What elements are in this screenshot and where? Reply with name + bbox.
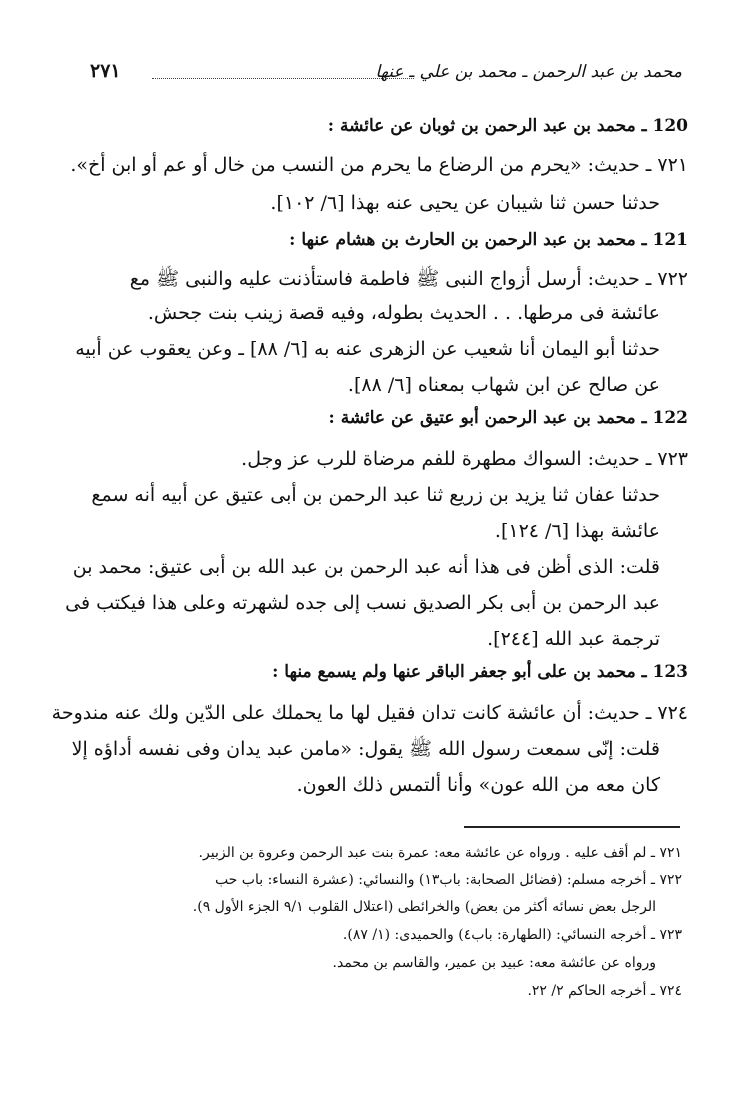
page-number: ٢٧١ bbox=[90, 60, 121, 82]
hadith-723-isnad-cont: عائشة بهذا [٦/ ١٢٤]. bbox=[494, 520, 660, 542]
hadith-724-text: ٧٢٤ ـ حديث: أن عائشة كانت تدان فقيل لها ما يحملك على الدّين ولك عنه مندوحة bbox=[51, 702, 688, 724]
footnote-723: ٧٢٣ ـ أخرجه النسائي: (الطهارة: باب٤) والحميدى: (١/ ٨٧). bbox=[342, 927, 682, 943]
footnote-723-cont: ورواه عن عائشة معه: عبيد بن عمير، والقاسم بن محمد. bbox=[332, 955, 656, 971]
author-note-723-end: ترجمة عبد الله [٢٤٤]. bbox=[487, 628, 660, 650]
hadith-724-text-cont: قلت: إنّى سمعت رسول الله ﷺ يقول: «مامن عبد يدان وفى نفسه أداؤه إلا bbox=[71, 738, 660, 760]
footnote-721: ٧٢١ ـ لم أقف عليه . ورواه عن عائشة معه: عمرة بنت عبد الرحمن وعروة بن الزبير. bbox=[198, 845, 682, 861]
footnote-722-cont: الرجل بعض نسائه أكثر من بعض) والخرائطى (اعتلال القلوب ٩/١ الجزء الأول ٩). bbox=[192, 899, 656, 915]
author-note-723-cont: عبد الرحمن بن أبى بكر الصديق نسب إلى جده لشهرته وعلى هذا فيكتب فى bbox=[65, 592, 660, 614]
footnote-722: ٧٢٢ ـ أخرجه مسلم: (فضائل الصحابة: باب١٣) والنسائي: (عشرة النساء: باب حب bbox=[214, 872, 682, 888]
hadith-723-isnad: حدثنا عفان ثنا يزيد بن زريع ثنا عبد الرحمن بن أبى عتيق عن أبيه أنه سمع bbox=[91, 484, 660, 506]
section-heading-121: 121 ـ محمد بن عبد الرحمن بن الحارث بن هشام عنها : bbox=[289, 230, 688, 250]
author-note-723: قلت: الذى أظن فى هذا أنه عبد الرحمن بن عبد الله بن أبى عتيق: محمد بن bbox=[72, 556, 660, 578]
section-heading-120: 120 ـ محمد بن عبد الرحمن بن ثوبان عن عائشة : bbox=[327, 116, 688, 136]
hadith-722-text: ٧٢٢ ـ حديث: أرسل أزواج النبى ﷺ فاطمة فاستأذنت عليه والنبى ﷺ مع bbox=[129, 268, 688, 290]
page-header bbox=[90, 58, 682, 92]
footnote-724: ٧٢٤ ـ أخرجه الحاكم ٢/ ٢٢. bbox=[527, 983, 682, 999]
hadith-723-text: ٧٢٣ ـ حديث: السواك مطهرة للفم مرضاة للرب عز وجل. bbox=[241, 448, 688, 470]
hadith-722-isnad: حدثنا أبو اليمان أنا شعيب عن الزهرى عنه به [٦/ ٨٨] ـ وعن يعقوب عن أبيه bbox=[75, 338, 660, 360]
running-title: محمد بن عبد الرحمن ـ محمد بن علي ـ عنها bbox=[375, 62, 682, 82]
hadith-721-text: ٧٢١ ـ حديث: «يحرم من الرضاع ما يحرم من النسب من خال أو عم أو ابن أخ». bbox=[70, 154, 688, 176]
section-heading-123: 123 ـ محمد بن على أبو جعفر الباقر عنها ولم يسمع منها : bbox=[272, 662, 688, 682]
hadith-721-isnad: حدثنا حسن ثنا شيبان عن يحيى عنه بهذا [٦/ ١٠٢]. bbox=[270, 192, 660, 214]
hadith-722-isnad-cont: عن صالح عن ابن شهاب بمعناه [٦/ ٨٨]. bbox=[347, 374, 660, 396]
hadith-722-text-cont: عائشة فى مرطها. . . الحديث بطوله، وفيه قصة زينب بنت جحش. bbox=[147, 302, 660, 324]
header-dotted-rule bbox=[152, 78, 414, 79]
footnote-separator bbox=[464, 826, 680, 828]
hadith-724-text-end: كان معه من الله عون» وأنا ألتمس ذلك العون. bbox=[296, 774, 660, 796]
section-heading-122: 122 ـ محمد بن عبد الرحمن أبو عتيق عن عائشة : bbox=[328, 408, 688, 428]
